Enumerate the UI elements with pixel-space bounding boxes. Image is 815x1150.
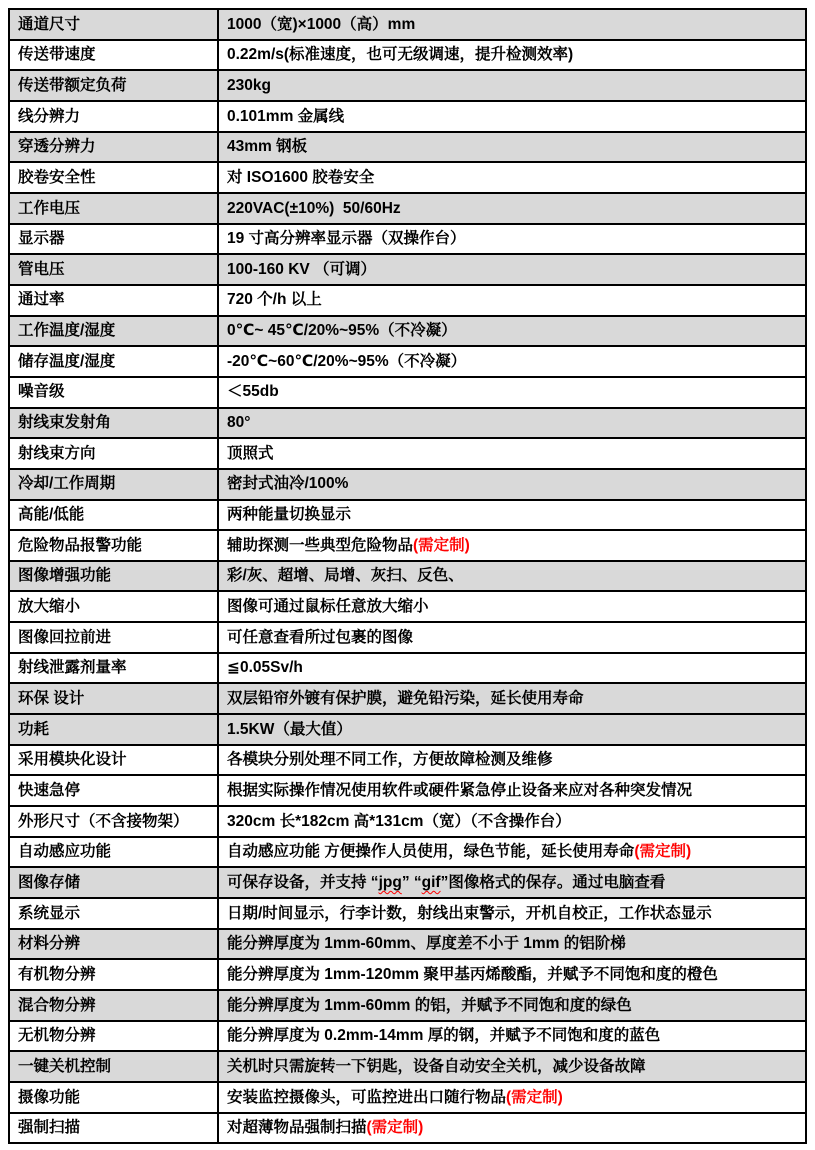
spec-value-text: 关机时只需旋转一下钥匙，设备自动安全关机，减少设备故障	[227, 1057, 646, 1075]
spec-label	[10, 194, 219, 223]
spec-label-text: 强制扫描	[18, 1119, 81, 1137]
spec-row	[10, 623, 805, 654]
spec-label-text: 外形尺寸（不含接物架）	[18, 812, 189, 830]
spec-label-text: 通过率	[18, 291, 65, 309]
spec-label-text: 线分辨力	[18, 107, 81, 125]
spec-value	[219, 776, 805, 805]
spec-value-text: 320cm 长*182cm 高*131cm（宽）（不含操作台）	[227, 812, 571, 830]
spec-row	[10, 225, 805, 256]
spec-table	[8, 8, 807, 1144]
spec-value-text: 可保存设备，并支持 “	[227, 873, 379, 891]
spec-row	[10, 409, 805, 440]
spec-value	[219, 317, 805, 346]
spec-label	[10, 746, 219, 775]
spec-value	[219, 439, 805, 468]
spec-label-text: 穿透分辨力	[18, 138, 96, 156]
spec-value-text: 能分辨厚度为 0.2mm-14mm 厚的钢，并赋予不同饱和度的蓝色	[227, 1027, 661, 1045]
spec-label-text: 自动感应功能	[18, 843, 112, 861]
spec-row	[10, 163, 805, 194]
spec-row	[10, 531, 805, 562]
spec-row	[10, 960, 805, 991]
spec-label-text: 射线束发射角	[18, 414, 112, 432]
spec-label-text: 储存温度/湿度	[18, 352, 116, 370]
spec-label-text: 管电压	[18, 260, 65, 278]
spec-value	[219, 1114, 805, 1143]
spec-label	[10, 317, 219, 346]
spec-row	[10, 592, 805, 623]
spellcheck-flagged-word: jpg	[378, 873, 402, 891]
spec-label	[10, 102, 219, 131]
spec-label	[10, 684, 219, 713]
spec-value	[219, 71, 805, 100]
spec-value-text: 230kg	[227, 76, 271, 94]
spec-label-text: 胶卷安全性	[18, 168, 96, 186]
spec-label-text: 传送带速度	[18, 46, 96, 64]
spec-label	[10, 255, 219, 284]
spec-row	[10, 899, 805, 930]
spec-label	[10, 776, 219, 805]
spec-label	[10, 991, 219, 1020]
spec-value-text: 能分辨厚度为 1mm-60mm、厚度差不小于 1mm 的铝阶梯	[227, 935, 626, 953]
spec-label-text: 冷却/工作周期	[18, 475, 116, 493]
spec-label-text: 无机物分辨	[18, 1027, 96, 1045]
spec-label	[10, 899, 219, 928]
spec-label-text: 工作温度/湿度	[18, 322, 116, 340]
spec-row	[10, 194, 805, 225]
spec-label-text: 摄像功能	[18, 1088, 81, 1106]
spec-value	[219, 991, 805, 1020]
spec-value	[219, 41, 805, 70]
spec-value	[219, 501, 805, 530]
spec-label-text: 材料分辨	[18, 935, 81, 953]
spec-row	[10, 838, 805, 869]
spec-label-text: 采用模块化设计	[18, 751, 127, 769]
spec-value-text: 两种能量切换显示	[227, 506, 352, 524]
spec-value	[219, 225, 805, 254]
spec-value-text: 19 寸高分辨率显示器（双操作台）	[227, 230, 466, 248]
spec-value-text: -20℃~60℃/20%~95%（不冷凝）	[227, 352, 467, 370]
spec-row	[10, 133, 805, 164]
spec-value	[219, 531, 805, 560]
spec-label-text: 图像回拉前进	[18, 628, 112, 646]
spec-value	[219, 562, 805, 591]
spec-row	[10, 71, 805, 102]
spec-row	[10, 1022, 805, 1053]
spec-value	[219, 654, 805, 683]
spec-value	[219, 623, 805, 652]
spec-row	[10, 776, 805, 807]
spec-value	[219, 715, 805, 744]
spec-label	[10, 133, 219, 162]
spec-value	[219, 868, 805, 897]
spec-value	[219, 255, 805, 284]
spec-label-text: 射线束方向	[18, 444, 96, 462]
spec-label	[10, 838, 219, 867]
spec-row	[10, 286, 805, 317]
spec-value-text: 100-160 KV （可调）	[227, 260, 377, 278]
spec-value-text: 对超薄物品强制扫描	[227, 1119, 367, 1137]
spec-value-text: 220VAC(±10%) 50/60Hz	[227, 199, 401, 217]
spec-value	[219, 930, 805, 959]
spec-value-text: 0.22m/s(标准速度，也可无级调速，提升检测效率)	[227, 46, 574, 64]
spec-row	[10, 991, 805, 1022]
spec-row	[10, 746, 805, 777]
spec-row	[10, 654, 805, 685]
spec-value-text: 0.101mm 金属线	[227, 107, 345, 125]
spec-row	[10, 255, 805, 286]
spec-row	[10, 317, 805, 348]
spec-value-text: 1000（宽)×1000（高）mm	[227, 15, 416, 33]
spec-value-text: 密封式油冷/100%	[227, 475, 349, 493]
spec-label-text: 通道尺寸	[18, 15, 81, 33]
spec-row	[10, 41, 805, 72]
spec-value-text: 顶照式	[227, 444, 274, 462]
spec-value-text: 日期/时间显示，行李计数，射线出束警示，开机自校正，工作状态显示	[227, 904, 712, 922]
customization-required-note: (需定制)	[366, 1119, 424, 1137]
spec-value	[219, 592, 805, 621]
spec-label	[10, 1114, 219, 1143]
spec-value	[219, 194, 805, 223]
spellcheck-flagged-word: gif	[421, 873, 441, 891]
spec-row	[10, 470, 805, 501]
spec-value-text: 1.5KW（最大值）	[227, 720, 352, 738]
spec-value	[219, 1083, 805, 1112]
spec-label-text: 显示器	[18, 230, 65, 248]
spec-value	[219, 347, 805, 376]
spec-value	[219, 1052, 805, 1081]
spec-value	[219, 807, 805, 836]
spec-label	[10, 347, 219, 376]
spec-label-text: 图像增强功能	[18, 567, 112, 585]
spec-label-text: 系统显示	[18, 904, 81, 922]
spec-row	[10, 10, 805, 41]
spec-label	[10, 439, 219, 468]
spec-label	[10, 562, 219, 591]
spec-value	[219, 286, 805, 315]
spec-value-text: 0℃~ 45℃/20%~95%（不冷凝）	[227, 322, 457, 340]
spec-value-text: 双层铅帘外镀有保护膜，避免铅污染，延长使用寿命	[227, 690, 584, 708]
spec-label	[10, 10, 219, 39]
spec-label	[10, 1022, 219, 1051]
spec-value	[219, 470, 805, 499]
spec-value	[219, 10, 805, 39]
spec-label	[10, 960, 219, 989]
spec-row	[10, 347, 805, 378]
spec-row	[10, 684, 805, 715]
spec-label-text: 图像存储	[18, 873, 81, 891]
spec-label-text: 危险物品报警功能	[18, 536, 143, 554]
spec-label-text: 传送带额定负荷	[18, 76, 127, 94]
spec-value-text: 各模块分别处理不同工作，方便故障检测及维修	[227, 751, 553, 769]
spec-value-text: 辅助探测一些典型危险物品	[227, 536, 414, 554]
spec-label-text: 混合物分辨	[18, 996, 96, 1014]
spec-value	[219, 102, 805, 131]
customization-required-note: (需定制)	[413, 536, 470, 554]
spec-row	[10, 1114, 805, 1143]
customization-required-note: (需定制)	[506, 1088, 563, 1106]
spec-value-text: 可任意查看所过包裹的图像	[227, 628, 414, 646]
spec-label	[10, 654, 219, 683]
spec-label-text: 射线泄露剂量率	[18, 659, 127, 677]
spec-value-text: ”图像格式的保存。通过电脑查看	[440, 873, 666, 891]
spec-label	[10, 715, 219, 744]
spec-value-text: 对 ISO1600 胶卷安全	[227, 168, 375, 186]
spec-value-text: 图像可通过鼠标任意放大缩小	[227, 598, 429, 616]
spec-value	[219, 684, 805, 713]
spec-label	[10, 501, 219, 530]
spec-label	[10, 868, 219, 897]
spec-value	[219, 378, 805, 407]
spec-row	[10, 807, 805, 838]
spec-label	[10, 409, 219, 438]
spec-label	[10, 1052, 219, 1081]
spec-row	[10, 102, 805, 133]
spec-label-text: 功耗	[18, 720, 50, 738]
spec-row	[10, 1083, 805, 1114]
spec-label	[10, 531, 219, 560]
customization-required-note: (需定制)	[634, 843, 692, 861]
spec-value-text: ” “	[401, 873, 422, 891]
spec-label	[10, 470, 219, 499]
spec-label-text: 放大缩小	[18, 598, 81, 616]
spec-row	[10, 378, 805, 409]
spec-label-text: 快速急停	[18, 781, 81, 799]
spec-value	[219, 838, 805, 867]
spec-label-text: 高能/低能	[18, 506, 85, 524]
spec-value	[219, 409, 805, 438]
spec-value	[219, 163, 805, 192]
spec-label	[10, 41, 219, 70]
spec-row	[10, 501, 805, 532]
spec-label-text: 环保 设计	[18, 690, 85, 708]
spec-value	[219, 746, 805, 775]
spec-value-text: 43mm 钢板	[227, 138, 308, 156]
spec-label-text: 有机物分辨	[18, 965, 96, 983]
spec-label	[10, 807, 219, 836]
spec-label	[10, 378, 219, 407]
spec-value-text: ＜55db	[227, 383, 279, 401]
spec-label	[10, 71, 219, 100]
spec-value-text: 720 个/h 以上	[227, 291, 322, 309]
spec-value-text: 能分辨厚度为 1mm-60mm 的铝，并赋予不同饱和度的绿色	[227, 996, 632, 1014]
spec-row	[10, 930, 805, 961]
spec-row	[10, 715, 805, 746]
spec-value-text: ≦0.05Sv/h	[227, 659, 303, 677]
spec-value-text: 根据实际操作情况使用软件或硬件紧急停止设备来应对各种突发情况	[227, 781, 693, 799]
spec-value-text: 80°	[227, 414, 251, 432]
spec-value-text: 安装监控摄像头，可监控进出口随行物品	[227, 1088, 507, 1106]
spec-value-text: 自动感应功能 方便操作人员使用，绿色节能，延长使用寿命	[227, 843, 635, 861]
spec-row	[10, 439, 805, 470]
spec-value-text: 能分辨厚度为 1mm-120mm 聚甲基丙烯酸酯，并赋予不同饱和度的橙色	[227, 965, 718, 983]
spec-label	[10, 286, 219, 315]
spec-label	[10, 163, 219, 192]
spec-row	[10, 868, 805, 899]
spec-value-text: 彩/灰、超增、局增、灰扫、反色、	[227, 567, 464, 585]
spec-value	[219, 899, 805, 928]
spec-label	[10, 623, 219, 652]
spec-label	[10, 1083, 219, 1112]
spec-label	[10, 225, 219, 254]
spec-value	[219, 1022, 805, 1051]
spec-label	[10, 930, 219, 959]
spec-row	[10, 1052, 805, 1083]
spec-label	[10, 592, 219, 621]
spec-label-text: 噪音级	[18, 383, 65, 401]
spec-row	[10, 562, 805, 593]
spec-label-text: 一键关机控制	[18, 1057, 112, 1075]
spec-label-text: 工作电压	[18, 199, 81, 217]
spec-value	[219, 133, 805, 162]
spec-value	[219, 960, 805, 989]
